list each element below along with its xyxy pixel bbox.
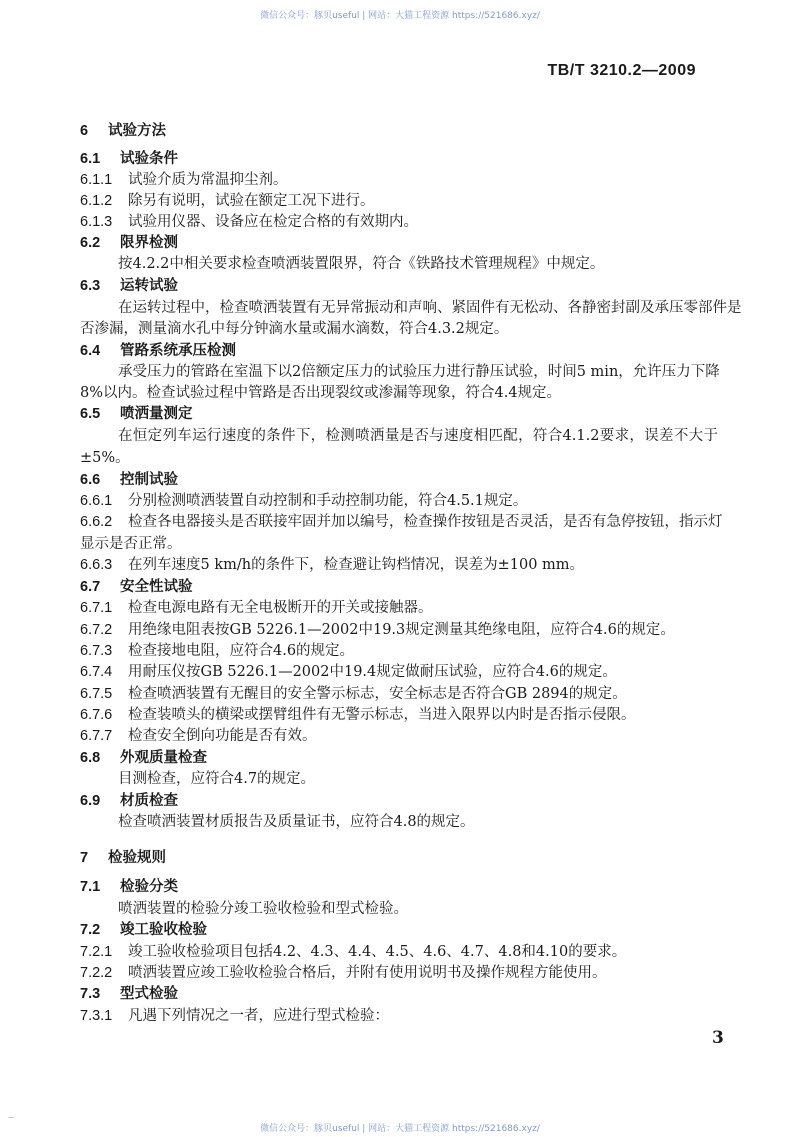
section-number: 6.6 [80, 472, 101, 488]
section-line [80, 341, 236, 361]
section-number: 7.2.2 [80, 965, 113, 981]
section-number: 6.8 [80, 750, 101, 766]
section-line [80, 170, 288, 190]
section-text: 材质检查 [120, 792, 178, 809]
section-number: 7.1 [80, 879, 101, 895]
section-text: 外观质量检查 [120, 749, 207, 766]
section-number: 7.2.1 [80, 944, 113, 960]
section-text: 用耐压仪按GB 5226.1—2002中19.4规定做耐压试验，应符合4.6的规定。 [128, 664, 617, 680]
paragraph-line [80, 319, 508, 339]
section-text: 在列车速度5 km/h的条件下，检查避让钩档情况，误差为±100 mm。 [128, 557, 585, 573]
paragraph-text: 按4.2.2中相关要求检查喷洒装置限界，符合《铁路技术管理规程》中规定。 [118, 256, 605, 272]
section-line [80, 191, 375, 211]
section-number: 6.7.2 [80, 622, 113, 638]
page-number: 3 [712, 1028, 724, 1048]
paragraph-line [118, 899, 408, 919]
section-text: 用绝缘电阻表按GB 5226.1—2002中19.3规定测量其绝缘电阻，应符合4.6的规定。 [128, 622, 675, 638]
section-text: 运转试验 [120, 277, 178, 294]
section-number: 6.1 [80, 151, 101, 167]
standard-number-header: TB/T 3210.2—2009 [547, 62, 696, 79]
section-line [80, 491, 527, 511]
section-number: 6.6.1 [80, 493, 113, 509]
section-number: 7.2 [80, 922, 101, 938]
section-number: 6.3 [80, 278, 101, 294]
section-text: 限界检测 [120, 234, 178, 251]
section-text: 检查装喷头的横梁或摆臂组件有无警示标志，当进入限界以内时是否指示侵限。 [128, 707, 636, 723]
section-text: 检验规则 [108, 849, 166, 866]
section-text: 凡遇下列情况之一者，应进行型式检验： [128, 1008, 389, 1024]
section-text: 检查安全倒向功能是否有效。 [128, 728, 317, 744]
paragraph-line [118, 298, 742, 318]
paragraph-line [118, 769, 315, 789]
section-number: 6.7 [80, 579, 101, 595]
section-text: 试验介质为常温抑尘剂。 [128, 172, 288, 188]
section-line [80, 620, 675, 640]
section-number: 7 [80, 850, 89, 866]
paragraph-text: 承受压力的管路在室温下以2倍额定压力的试验压力进行静压试验，时间5 min，允许压力下降 [118, 364, 720, 380]
paragraph-line [118, 426, 718, 446]
section-line [80, 877, 178, 897]
section-number: 6.5 [80, 406, 101, 422]
paragraph-text: 否渗漏，测量滴水孔中每分钟滴水量或漏水滴数，符合4.3.2规定。 [80, 321, 509, 337]
paragraph-line [80, 448, 130, 468]
section-line [80, 963, 607, 983]
section-text: 试验方法 [108, 122, 166, 139]
section-text: 检查各电器接头是否联接牢固并加以编号，检查操作按钮是否灵活，是否有急停按钮，指示灯 [128, 514, 723, 530]
section-text: 管路系统承压检测 [120, 342, 236, 359]
section-line [80, 121, 166, 141]
section-text: 检验分类 [120, 878, 178, 895]
section-text: 试验条件 [120, 150, 178, 167]
watermark-bottom: 微信公众号：豚贝useful | 网站：大猫工程资源 https://521686.xyz/ [260, 1124, 540, 1134]
section-line [80, 705, 636, 725]
section-number: 7.3.1 [80, 1008, 113, 1024]
section-number: 6.1.3 [80, 214, 113, 230]
section-text: 检查喷洒装置有无醒目的安全警示标志，安全标志是否符合GB 2894的规定。 [128, 686, 627, 702]
section-number: 6.7.6 [80, 707, 113, 723]
section-line [80, 726, 317, 746]
section-text: 型式检验 [120, 985, 178, 1002]
section-line [80, 662, 617, 682]
section-text: 试验用仪器、设备应在检定合格的有效期内。 [128, 214, 418, 230]
watermark-top: 微信公众号：豚贝useful | 网站：大猫工程资源 https://521686.xyz/ [260, 11, 540, 21]
paragraph-text: 在恒定列车运行速度的条件下，检测喷洒量是否与速度相匹配，符合4.1.2要求，误差不大于 [118, 428, 718, 444]
section-number: 6.7.1 [80, 600, 113, 616]
section-line [80, 276, 178, 296]
section-number: 6.6.2 [80, 514, 113, 530]
section-text: 分别检测喷洒装置自动控制和手动控制功能，符合4.5.1规定。 [128, 493, 528, 509]
section-text: 除另有说明，试验在额定工况下进行。 [128, 193, 375, 209]
section-line [80, 577, 193, 597]
paragraph-text: 显示是否正常。 [80, 536, 182, 552]
paragraph-text: 在运转过程中，检查喷洒装置有无异常振动和声响、紧固件有无松动、各静密封副及承压零部件是 [118, 300, 742, 316]
section-line [80, 512, 723, 532]
paragraph-line [80, 534, 182, 554]
section-line [80, 555, 584, 575]
section-number: 6.7.3 [80, 643, 113, 659]
paragraph-text: 8%以内。检查试验过程中管路是否出现裂纹或渗漏等现象，符合4.4规定。 [80, 385, 562, 401]
section-line [80, 470, 178, 490]
section-text: 竣工验收检验 [120, 921, 207, 938]
section-line [80, 848, 166, 868]
paragraph-text: 检查喷洒装置材质报告及质量证书，应符合4.8的规定。 [118, 814, 475, 830]
section-number: 6.4 [80, 343, 101, 359]
section-number: 6.2 [80, 235, 101, 251]
section-line [80, 942, 626, 962]
footer-mark: — [8, 1114, 14, 1121]
section-line [80, 149, 178, 169]
section-line [80, 984, 178, 1004]
section-line [80, 598, 433, 618]
paragraph-line [118, 812, 475, 832]
section-number: 6.6.3 [80, 557, 113, 573]
section-line [80, 404, 193, 424]
section-number: 6.7.7 [80, 728, 113, 744]
section-text: 喷洒量测定 [120, 405, 193, 422]
section-number: 7.3 [80, 986, 101, 1002]
section-number: 6.1.2 [80, 193, 113, 209]
paragraph-text: 目测检查，应符合4.7的规定。 [118, 771, 316, 787]
section-line [80, 684, 627, 704]
paragraph-line [118, 254, 604, 274]
section-text: 检查接地电阻，应符合4.6的规定。 [128, 643, 355, 659]
paragraph-text: 喷洒装置的检验分竣工验收检验和型式检验。 [118, 901, 408, 917]
section-line [80, 233, 178, 253]
paragraph-text: ±5%。 [80, 450, 130, 466]
section-text: 竣工验收检验项目包括4.2、4.3、4.4、4.5、4.6、4.7、4.8和4.10的要求。 [128, 944, 627, 960]
paragraph-line [80, 383, 561, 403]
section-number: 6.7.5 [80, 686, 113, 702]
section-line [80, 920, 207, 940]
section-line [80, 212, 418, 232]
section-number: 6.9 [80, 793, 101, 809]
section-text: 检查电源电路有无全电极断开的开关或接触器。 [128, 600, 433, 616]
section-text: 安全性试验 [120, 578, 193, 595]
paragraph-line [118, 362, 718, 382]
section-number: 6.1.1 [80, 172, 113, 188]
section-text: 控制试验 [120, 471, 178, 488]
section-line [80, 791, 178, 811]
section-text: 喷洒装置应竣工验收检验合格后，并附有使用说明书及操作规程方能使用。 [128, 965, 607, 981]
section-line [80, 1006, 389, 1026]
section-number: 6.7.4 [80, 664, 113, 680]
section-number: 6 [80, 123, 89, 139]
section-line [80, 748, 207, 768]
section-line [80, 641, 354, 661]
